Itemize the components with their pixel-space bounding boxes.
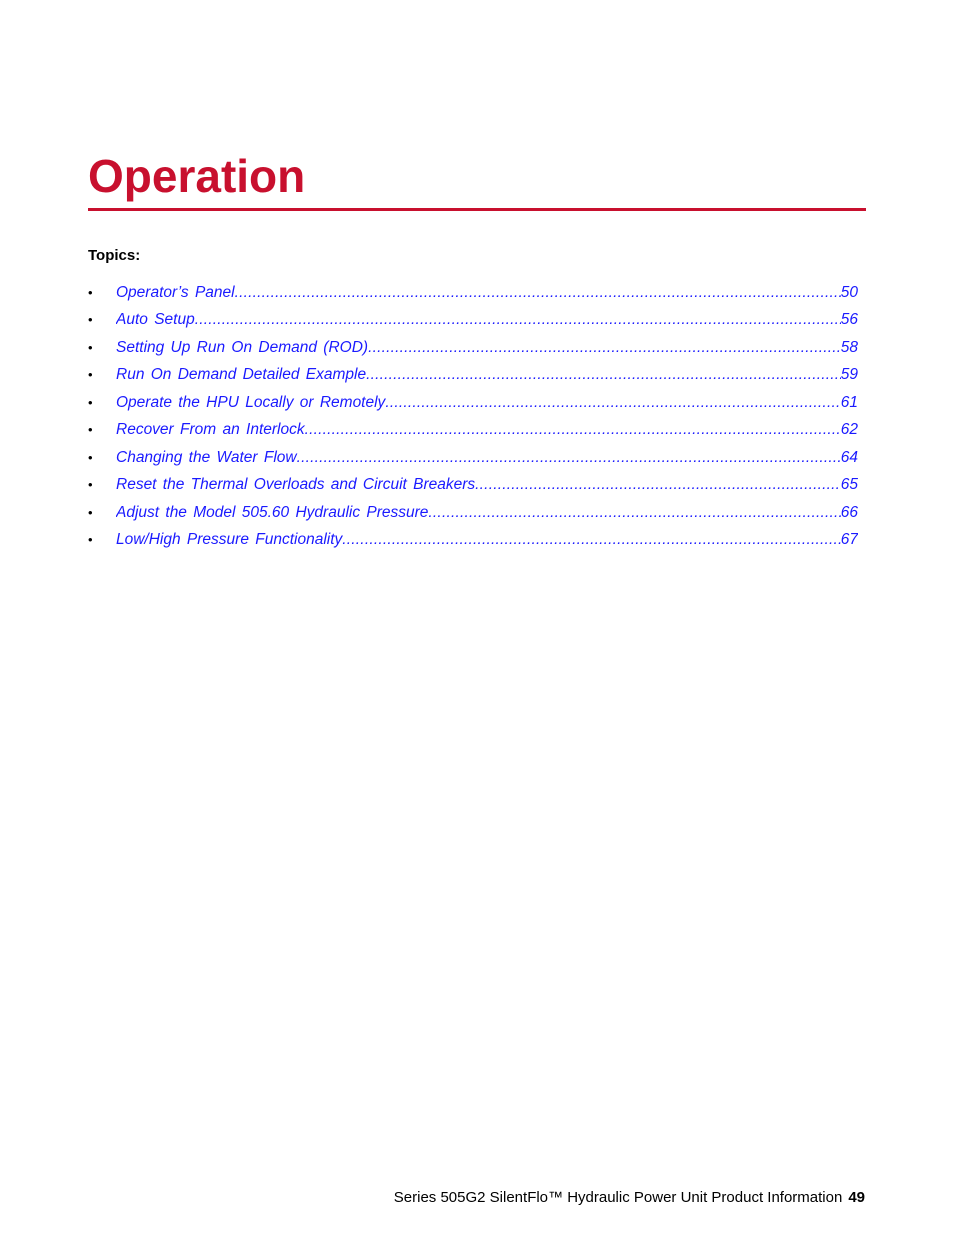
- toc-link-auto-setup[interactable]: [116, 309, 858, 331]
- toc-link-label: Auto Setup: [116, 311, 195, 329]
- bullet-icon: •: [88, 477, 93, 493]
- dot-leader: [428, 502, 840, 524]
- toc-link-rod-example[interactable]: [116, 364, 858, 386]
- list-item: [88, 527, 858, 555]
- dot-leader: [385, 392, 840, 414]
- toc-link-label: Reset the Thermal Overloads and Circuit Breakers: [116, 476, 476, 494]
- list-item: [88, 417, 858, 445]
- toc-link-operators-panel[interactable]: [116, 282, 858, 304]
- bullet-icon: •: [88, 422, 93, 438]
- list-item: [88, 472, 858, 500]
- page-title: Operation: [88, 150, 306, 202]
- footer-page-number: 49: [848, 1189, 865, 1206]
- bullet-icon: •: [88, 339, 93, 355]
- topics-heading: Topics:: [88, 247, 141, 264]
- toc-page-number: 56: [840, 311, 858, 329]
- toc-link-label: Operate the HPU Locally or Remotely: [116, 393, 386, 411]
- list-item: [88, 444, 858, 472]
- toc-link-low-high-pressure[interactable]: [116, 529, 858, 551]
- list-item: [88, 362, 858, 390]
- dot-leader: [297, 447, 841, 469]
- dot-leader: [195, 309, 841, 331]
- bullet-icon: •: [88, 449, 93, 465]
- toc-page-number: 64: [840, 448, 858, 466]
- toc-link-label: Operator’s Panel: [116, 283, 235, 301]
- list-item: [88, 499, 858, 527]
- toc-link-water-flow[interactable]: [116, 447, 858, 469]
- toc-page-number: 62: [840, 421, 858, 439]
- toc-page-number: 67: [840, 531, 858, 549]
- toc-link-thermal-overloads[interactable]: [116, 474, 858, 496]
- toc-page-number: 50: [840, 283, 858, 301]
- toc-page-number: 58: [840, 338, 858, 356]
- bullet-icon: •: [88, 312, 93, 328]
- topics-list: [88, 279, 858, 554]
- dot-leader: [305, 419, 841, 441]
- toc-link-label: Low/High Pressure Functionality: [116, 531, 343, 549]
- toc-page-number: 59: [840, 366, 858, 384]
- toc-link-label: Recover From an Interlock: [116, 421, 305, 439]
- list-item: [88, 279, 858, 307]
- dot-leader: [475, 474, 841, 496]
- list-item: [88, 334, 858, 362]
- dot-leader: [235, 282, 841, 304]
- footer-document-title: Series 505G2 SilentFlo™ Hydraulic Power Unit Product Information: [393, 1189, 843, 1206]
- bullet-icon: •: [88, 367, 93, 383]
- bullet-icon: •: [88, 532, 93, 548]
- page-footer: [394, 1188, 865, 1208]
- toc-page-number: 61: [840, 393, 858, 411]
- list-item: [88, 389, 858, 417]
- dot-leader: [368, 337, 841, 359]
- bullet-icon: •: [88, 394, 93, 410]
- toc-link-label: Run On Demand Detailed Example: [116, 366, 367, 384]
- toc-link-label: Adjust the Model 505.60 Hydraulic Pressure: [116, 503, 429, 521]
- toc-link-recover-interlock[interactable]: [116, 419, 858, 441]
- bullet-icon: •: [88, 504, 93, 520]
- toc-link-setting-up-rod[interactable]: [116, 337, 858, 359]
- bullet-icon: •: [88, 284, 93, 300]
- list-item: [88, 307, 858, 335]
- toc-link-label: Changing the Water Flow: [116, 448, 297, 466]
- toc-page-number: 65: [840, 476, 858, 494]
- toc-link-label: Setting Up Run On Demand (ROD): [116, 338, 369, 356]
- toc-link-operate-hpu[interactable]: [116, 392, 858, 414]
- toc-link-hydraulic-pressure[interactable]: [116, 502, 858, 524]
- title-rule: [88, 208, 866, 211]
- dot-leader: [342, 529, 840, 551]
- dot-leader: [366, 364, 841, 386]
- toc-page-number: 66: [840, 503, 858, 521]
